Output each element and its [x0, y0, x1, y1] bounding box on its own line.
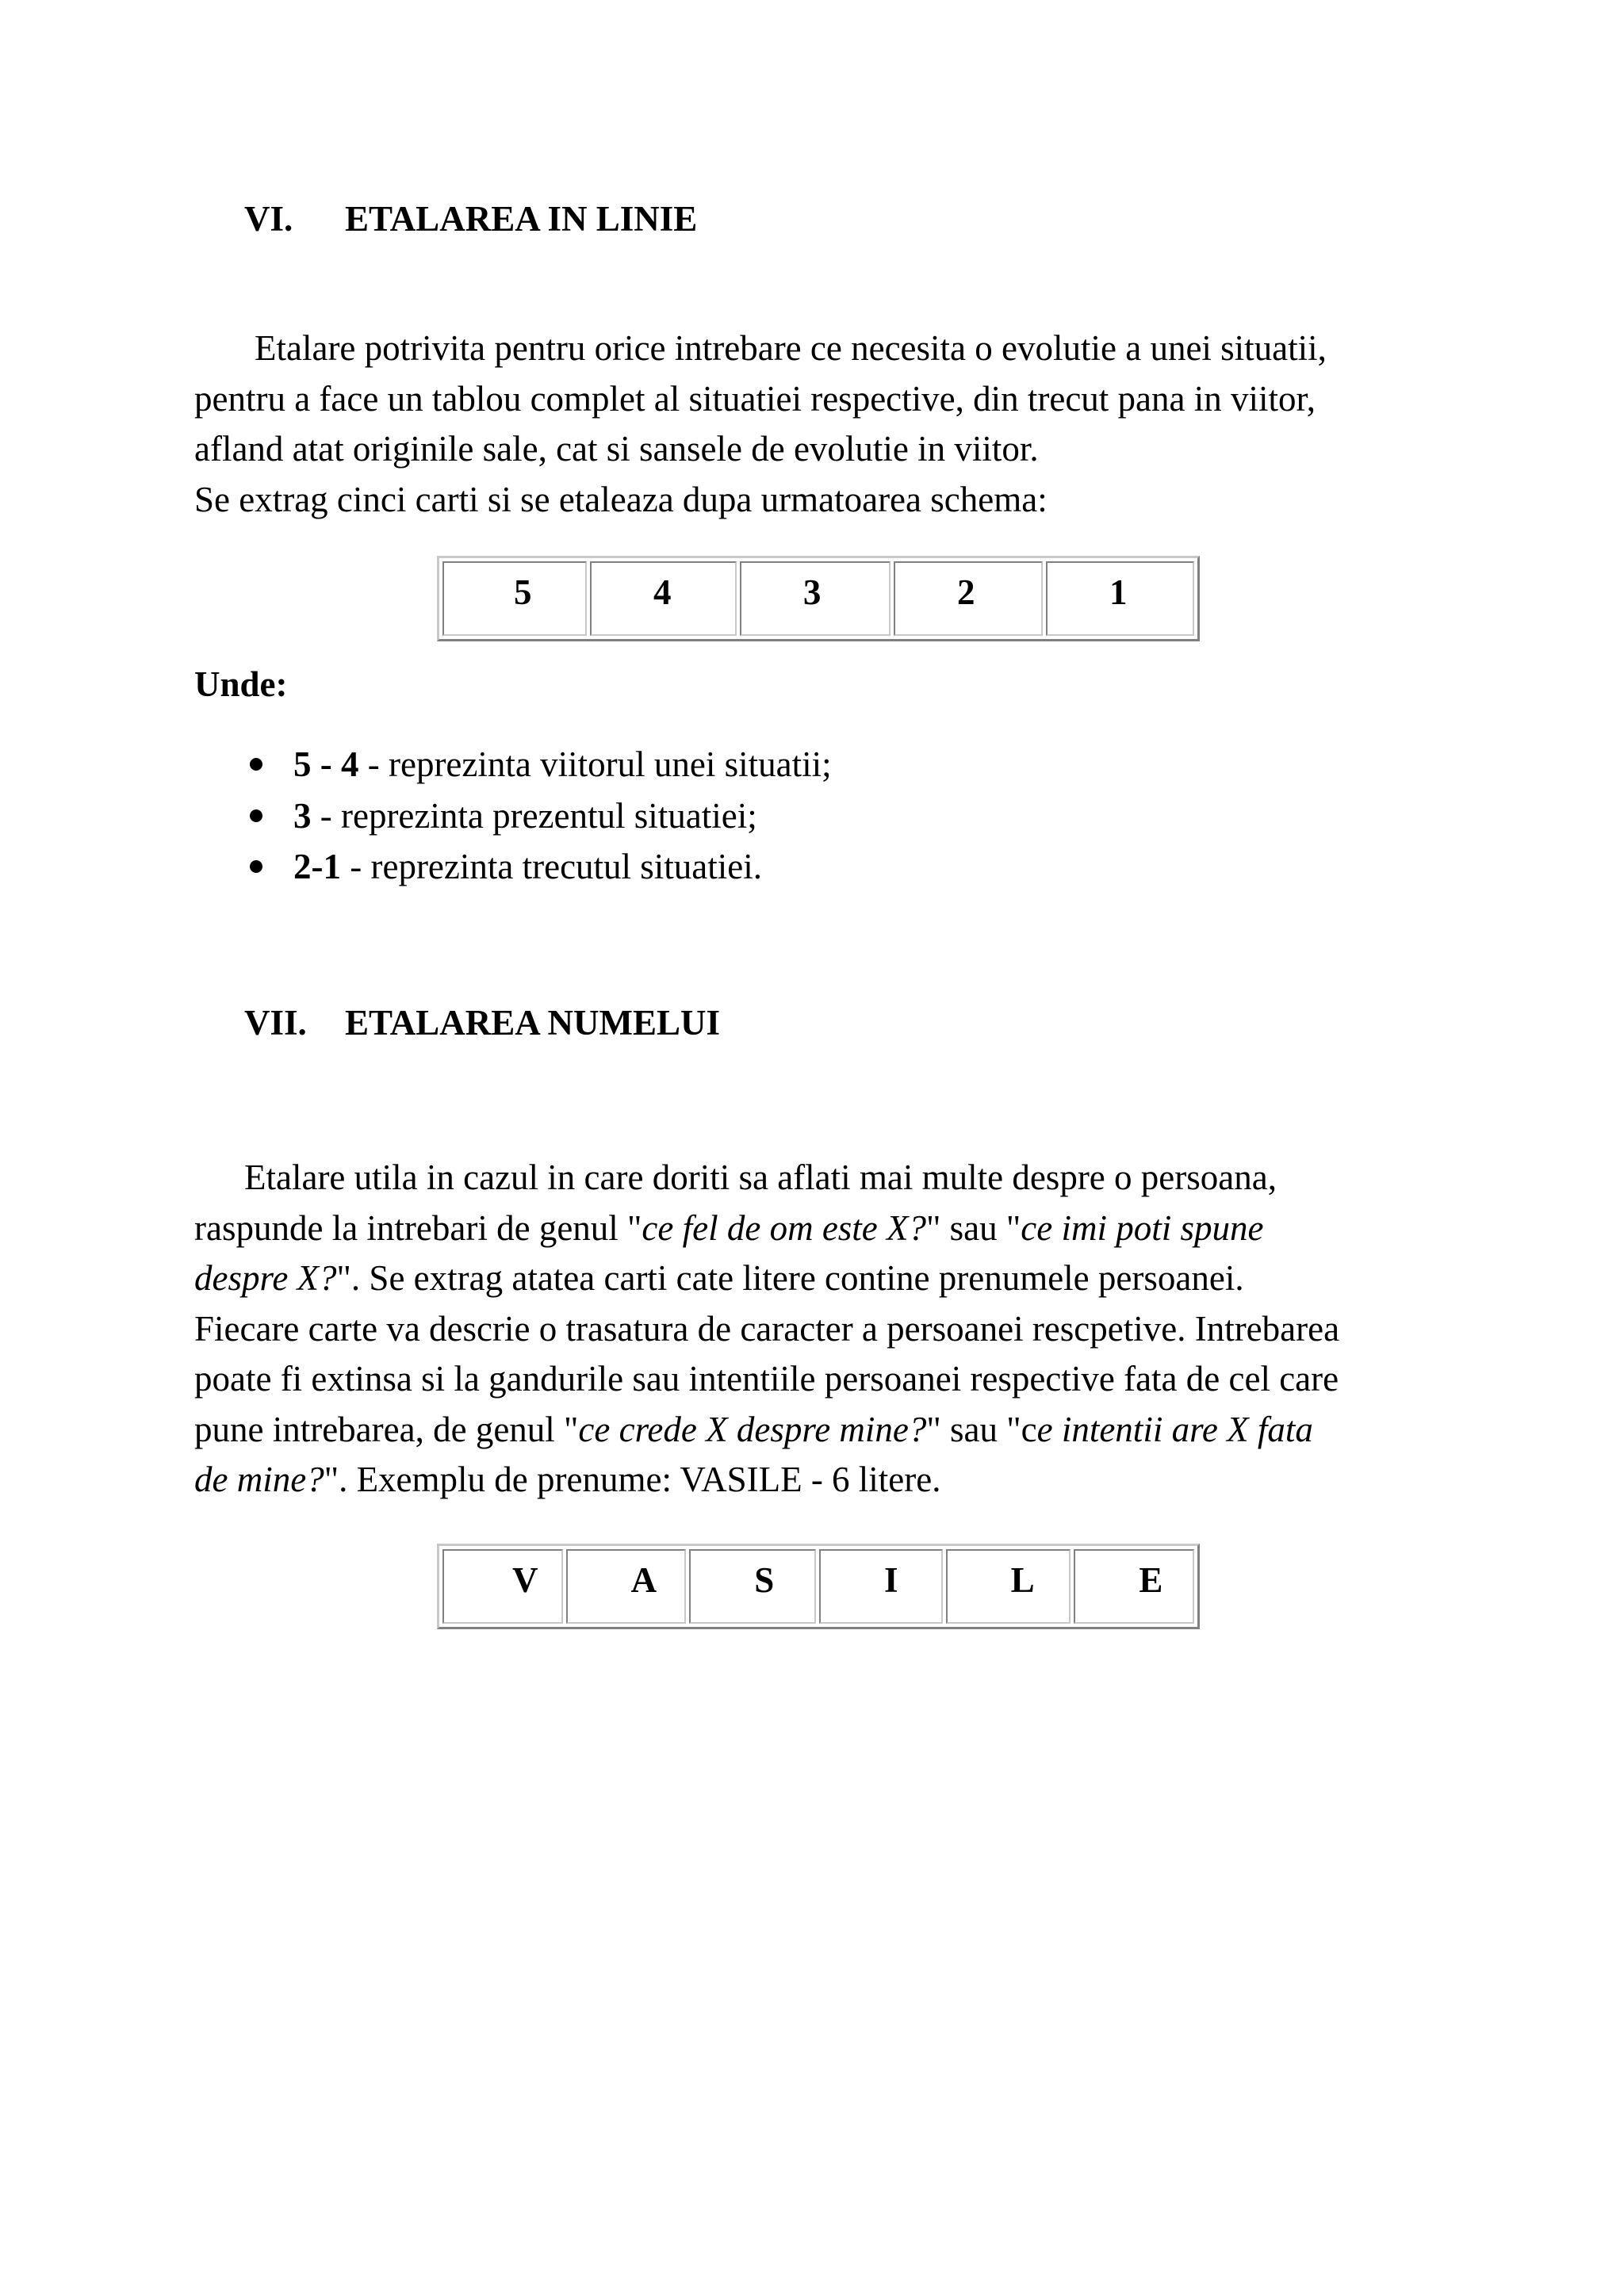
intro-line-1: Etalare potrivita pentru orice intrebare ce necesita o evolutie a unei situatii,	[255, 328, 1327, 368]
para-italic: ce imi poti spune	[1021, 1207, 1264, 1248]
para-text: pune intrebarea, de genul "	[194, 1409, 579, 1449]
bullet-icon	[250, 758, 262, 771]
name-spread-row	[442, 1549, 1194, 1624]
section-7-number: VII.	[244, 1003, 307, 1043]
letter-cell-a: A	[566, 1549, 687, 1624]
intro-line-2: pentru a face un tablou complet al situatiei respective, din trecut pana in viitor,	[194, 378, 1316, 419]
para-text: raspunde la intrebari de genul "	[194, 1207, 642, 1248]
letter-cell-e: E	[1074, 1549, 1194, 1624]
para-text: ". Exemplu de prenume: VASILE - 6 litere.	[324, 1460, 941, 1499]
section-6-title: ETALAREA IN LINIE	[345, 199, 698, 239]
para-italic: ce crede X despre mine?	[578, 1409, 927, 1449]
section-6-heading	[244, 193, 698, 244]
para-italic: ce fel de om este X?	[642, 1207, 927, 1248]
para-line-2	[194, 1203, 1447, 1254]
card-position-1: 1	[1046, 561, 1194, 636]
para-line-1: Etalare utila in cazul in care doriti sa aflati mai multe despre o persoana,	[244, 1158, 1277, 1197]
para-text: " sau "	[926, 1207, 1021, 1248]
name-spread-table	[437, 1544, 1200, 1629]
list-item	[194, 739, 832, 790]
section-7-heading	[244, 997, 720, 1048]
bullet-text: - reprezinta prezentul situatiei;	[311, 795, 757, 836]
bullet-key: 5 - 4	[293, 744, 359, 784]
bullet-text: - reprezinta trecutul situatiei.	[341, 847, 763, 886]
letter-cell-l: L	[946, 1549, 1071, 1624]
para-line-4: Fiecare carte va descrie o trasatura de caracter a persoanei rescpetive. Intrebarea	[194, 1308, 1340, 1349]
bullet-icon	[250, 809, 262, 822]
para-italic: e intentii are X fata	[1036, 1409, 1313, 1449]
para-line-7	[194, 1455, 1447, 1506]
bullet-text: - reprezinta viitorul unei situatii;	[358, 744, 832, 784]
position-meanings-list	[194, 739, 832, 893]
unde-label: Unde:	[194, 664, 288, 704]
para-italic: despre X?	[194, 1258, 337, 1298]
line-spread-table	[437, 556, 1200, 641]
letter-cell-i: I	[819, 1549, 943, 1624]
para-line-3	[194, 1253, 1447, 1304]
section-7-paragraph	[194, 1153, 1447, 1506]
para-text: " sau "c	[926, 1409, 1037, 1449]
para-italic: de mine?	[194, 1460, 324, 1499]
card-position-2: 2	[894, 561, 1043, 636]
card-position-4: 4	[590, 561, 737, 636]
card-position-5: 5	[442, 561, 587, 636]
section-6-intro	[194, 323, 1447, 525]
section-6-number: VI.	[244, 199, 293, 239]
line-spread-row	[442, 561, 1194, 636]
card-position-3: 3	[740, 561, 891, 636]
list-item	[194, 790, 832, 842]
para-line-6	[194, 1405, 1447, 1456]
intro-line-4: Se extrag cinci carti si se etaleaza dupa urmatoarea schema:	[194, 479, 1048, 519]
para-line-5: poate fi extinsa si la gandurile sau intentiile persoanei respective fata de cel care	[194, 1359, 1339, 1399]
letter-cell-v: V	[442, 1549, 563, 1624]
section-7-title: ETALAREA NUMELUI	[345, 1003, 720, 1043]
bullet-icon	[250, 860, 262, 873]
intro-line-3: afland atat originile sale, cat si sansele de evolutie in viitor.	[194, 429, 1039, 469]
list-item	[194, 841, 832, 893]
bullet-key: 3	[293, 795, 312, 836]
letter-cell-s: S	[689, 1549, 816, 1624]
bullet-key: 2-1	[293, 847, 341, 886]
para-text: ". Se extrag atatea carti cate litere contine prenumele persoanei.	[336, 1258, 1244, 1298]
